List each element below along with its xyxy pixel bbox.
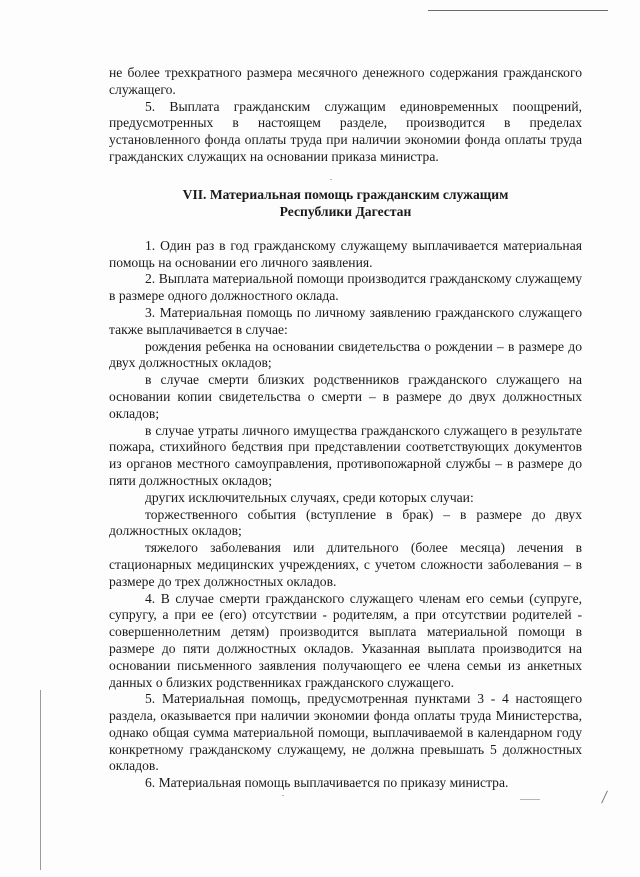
scan-speck xyxy=(282,795,284,796)
paragraph-case-property-loss: в случае утраты личного имущества гражданского служащего в результате пожара, стихийного бедствия при представлении соответствующих документов из органов местного самоуправления, противопожарной службы – в размере до пяти должностных окладов; xyxy=(109,422,582,488)
scan-speck xyxy=(520,799,540,800)
scan-artifact-line xyxy=(428,10,608,11)
section-heading-line-1: VII. Материальная помощь гражданским служащим xyxy=(182,186,509,202)
paragraph-case-birth: рождения ребенка на основании свидетельства о рождении – в размере до двух должностных окладов; xyxy=(109,338,582,371)
scan-artifact-edge xyxy=(40,690,41,870)
paragraph-item-3: 3. Материальная помощь по личному заявлению гражданского служащего также выплачивается в случае: xyxy=(109,304,582,337)
paragraph-item-2: 2. Выплата материальной помощи производится гражданскому служащему в размере одного должностного оклада. xyxy=(109,271,582,304)
paragraph-case-other: других исключительных случаях, среди которых случаи: xyxy=(145,489,474,505)
paragraph-item-5-bonuses: 5. Выплата гражданским служащим единовременных поощрений, предусмотренных в настоящем разделе, производится в пределах установленного фонда оплаты труда при наличии экономии фонда оплаты труда гражданских служащих на основании приказа министра. xyxy=(109,98,582,164)
section-heading-line-2: Республики Дагестан xyxy=(279,203,412,219)
paragraph-item-5: 5. Материальная помощь, предусмотренная пунктами 3 - 4 настоящего раздела, оказывается при наличии экономии фонда оплаты труда Министерства, однако общая сумма материальной помощи, выплачиваемой в календарном году конкретному гражданскому служащему, не должна превышать 5 должностных окладов. xyxy=(109,691,582,774)
paragraph-item-4: 4. В случае смерти гражданского служащего членам его семьи (супруге, супругу, а при ее (его) отсутствии - родителям, а при отсутствии родителей - совершеннолетним детям) производится выплата материальной помощи в размере до пяти должностных окладов. Указанная выплата производится на основании письменного заявления получающего ее члена семьи из анкетных данных о близких родственниках гражданского служащего. xyxy=(109,590,582,690)
scan-artifact-mark xyxy=(601,790,608,803)
paragraph-item-1: 1. Один раз в год гражданскому служащему выплачивается материальная помощь на основании его личного заявления. xyxy=(109,237,582,270)
paragraph-continuation: не более трехкратного размера месячного денежного содержания гражданского служащего. xyxy=(109,65,582,97)
section-heading xyxy=(109,186,582,220)
paragraph-case-marriage: торжественного события (вступление в брак) – в размере до двух должностных окладов; xyxy=(109,506,582,539)
paragraph-case-death-relatives: в случае смерти близких родственников гражданского служащего на основании копии свидетельства о смерти – в размере до двух должностных окладов; xyxy=(109,372,582,421)
document-body xyxy=(109,65,582,792)
paragraph-case-illness: тяжелого заболевания или длительного (более месяца) лечения в стационарных медицинских учреждениях, с учетом сложности заболевания – в размере до трех должностных окладов. xyxy=(109,540,582,589)
paragraph-item-6: 6. Материальная помощь выплачивается по приказу министра. xyxy=(145,775,509,791)
